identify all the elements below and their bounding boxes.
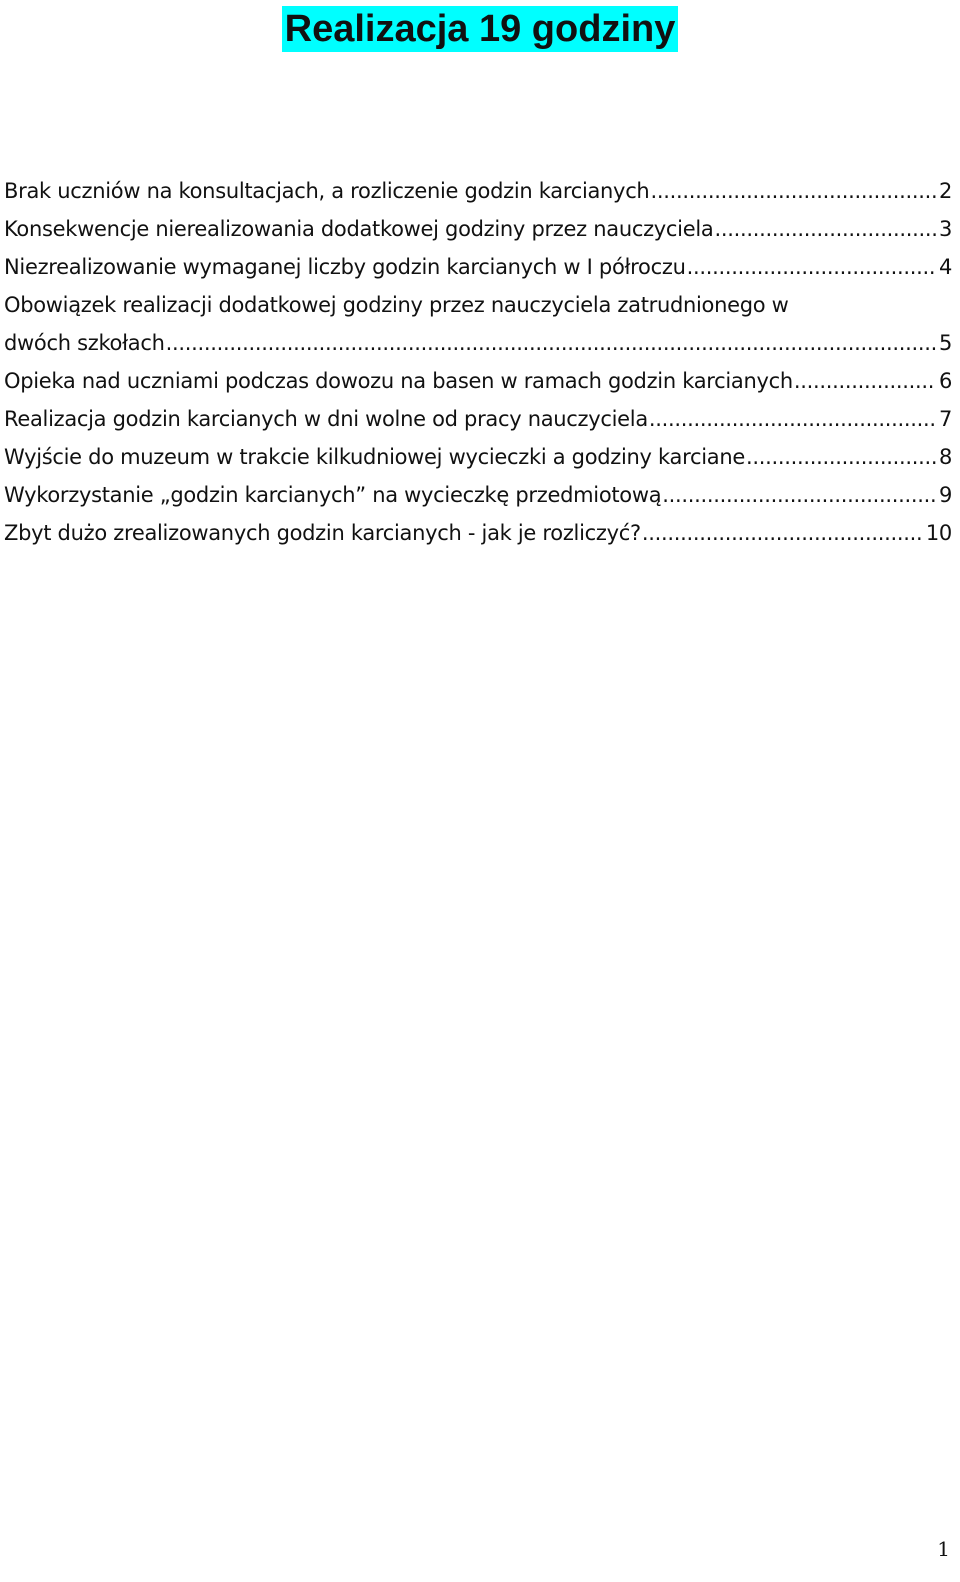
toc-leader-dots [714, 210, 936, 248]
toc-entry[interactable] [4, 400, 952, 438]
toc-entry[interactable] [4, 210, 952, 248]
toc-entry-title: Wykorzystanie „godzin karcianych” na wycieczkę przedmiotową [4, 483, 662, 507]
toc-entry-title: Zbyt dużo zrealizowanych godzin karcianych - jak je rozliczyć? [4, 521, 641, 545]
toc-entry-title: Brak uczniów na konsultacjach, a rozliczenie godzin karcianych [4, 179, 650, 203]
toc-entry-page: 4 [938, 255, 952, 279]
toc-entry-title: Konsekwencje nierealizowania dodatkowej godziny przez nauczyciela [4, 217, 714, 241]
toc-entry[interactable] [4, 476, 952, 514]
toc-entry[interactable] [4, 248, 952, 286]
toc-entry-title: Wyjście do muzeum w trakcie kilkudniowej wycieczki a godziny karciane [4, 445, 745, 469]
table-of-contents [4, 172, 952, 552]
toc-entry[interactable] [4, 286, 952, 362]
title-wrapper [0, 6, 960, 52]
toc-leader-dots [794, 362, 936, 400]
toc-entry-page: 8 [938, 445, 952, 469]
page-number: 1 [937, 1537, 950, 1561]
toc-entry-title-line1: Obowiązek realizacji dodatkowej godziny przez nauczyciela zatrudnionego w [4, 293, 789, 317]
toc-leader-dots [649, 400, 936, 438]
toc-entry-title: Realizacja godzin karcianych w dni wolne od pracy nauczyciela [4, 407, 648, 431]
toc-entry-page: 5 [938, 331, 952, 355]
toc-entry[interactable] [4, 438, 952, 476]
toc-entry-page: 9 [938, 483, 952, 507]
toc-entry[interactable] [4, 514, 952, 552]
toc-leader-dots [650, 172, 935, 210]
toc-entry-page: 10 [925, 521, 952, 545]
toc-entry-title: Niezrealizowanie wymaganej liczby godzin karcianych w I półroczu [4, 255, 686, 279]
toc-entry[interactable] [4, 362, 952, 400]
toc-leader-dots [662, 476, 936, 514]
toc-entry-page: 3 [938, 217, 952, 241]
toc-entry[interactable] [4, 172, 952, 210]
toc-entry-title: Opieka nad uczniami podczas dowozu na basen w ramach godzin karcianych [4, 369, 793, 393]
document-title: Realizacja 19 godziny [282, 6, 679, 52]
toc-leader-dots [166, 324, 936, 362]
toc-leader-dots [746, 438, 936, 476]
toc-entry-page: 7 [938, 407, 952, 431]
toc-leader-dots [642, 514, 923, 552]
toc-entry-page: 2 [938, 179, 952, 203]
toc-leader-dots [687, 248, 936, 286]
toc-entry-title-line2: dwóch szkołach [4, 331, 165, 355]
toc-entry-page: 6 [938, 369, 952, 393]
